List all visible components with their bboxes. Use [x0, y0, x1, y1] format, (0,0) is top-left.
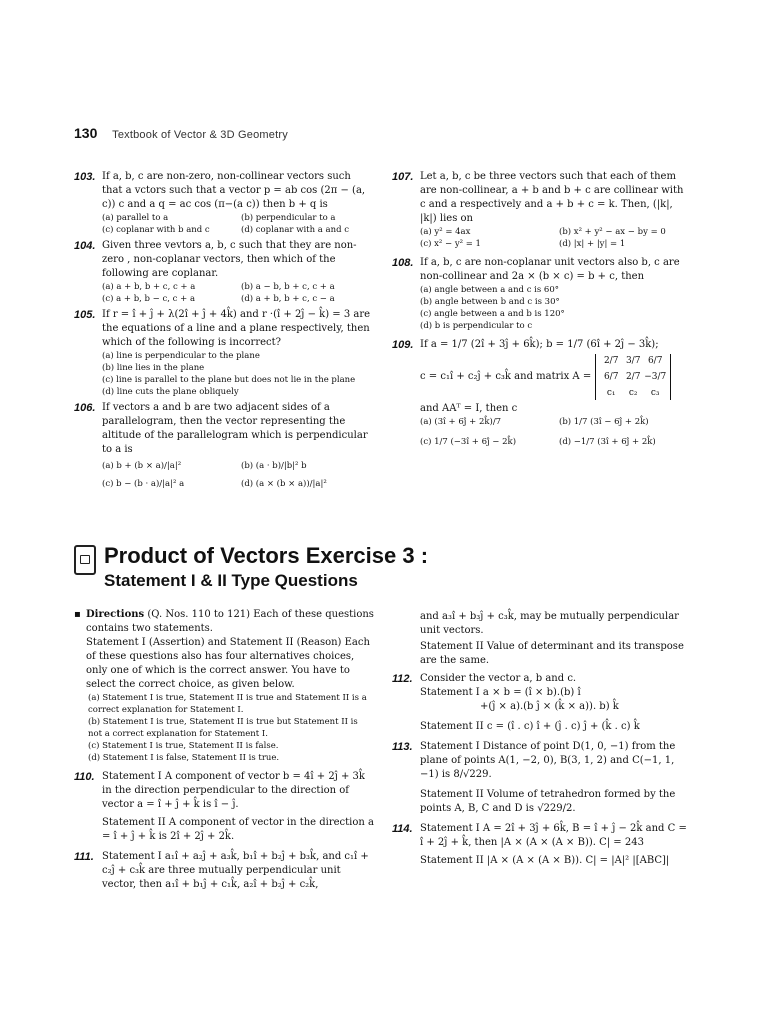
question-number: 112.: [392, 673, 413, 685]
option: (b) perpendicular to a: [241, 213, 336, 223]
option: (d) |x| + |y| = 1: [559, 239, 626, 249]
option: (c) angle between a and b is 120°: [420, 309, 565, 319]
matrix-cell: c₃: [650, 388, 660, 398]
option: (c) a + b, b − c, c + a: [102, 294, 196, 304]
question-number: 106.: [74, 402, 96, 414]
statement-2: Statement II Volume of tetrahedron formed by the points A, B, C and D is √229/2.: [420, 789, 676, 814]
matrix-cell: 6/7: [647, 356, 663, 366]
option: (b) a − b, b + c, c + a: [241, 282, 335, 292]
book-title: Textbook of Vector & 3D Geometry: [112, 129, 288, 141]
question-number: 108.: [392, 257, 414, 269]
option: (a) (3î + 6ĵ + 2k̂)/7: [420, 417, 502, 427]
question-number: 107.: [392, 171, 414, 183]
statement-2: Statement II Value of determinant and its transpose are the same.: [420, 641, 684, 666]
question-text: If a, b, c are non-coplanar unit vectors also b, c are non-collinear and 2a × (b × c) = b + c, then: [420, 257, 680, 282]
matrix-row: [420, 354, 692, 400]
statement-1: Statement I A = 2î + 3ĵ + 6k̂, B = î + ĵ − 2k̂ and C = î + 2ĵ + k̂, then |A × (A × (A × B)). C| = 243: [420, 823, 687, 848]
question-text: and AAᵀ = I, then c: [420, 403, 518, 414]
question-text: If a, b, c are non-zero, non-collinear vectors such that a vctors such that a vector p = ab cos (2π − (a, c)) c and a q = ac cos (π−(a c)) then b + q is: [102, 171, 366, 210]
question-112: [392, 672, 692, 734]
statement-1-continued: +(ĵ × a).(b ĵ × (k̂ × a)). b) k̂: [480, 701, 619, 712]
question-number: 113.: [392, 741, 413, 753]
option: (c) coplanar with b and c: [102, 225, 210, 235]
option: (a) angle between a and c is 60°: [420, 285, 560, 295]
option: (d) −1/7 (3î + 6ĵ + 2k̂): [559, 437, 656, 447]
question-103: [74, 170, 374, 236]
matrix-cell: 6/7: [603, 372, 619, 382]
question-number: 103.: [74, 171, 96, 183]
page-number: 130: [74, 125, 98, 141]
left-top-column: [74, 170, 374, 493]
matrix-cell: 3/7: [625, 356, 641, 366]
option: (a) line is perpendicular to the plane: [102, 351, 260, 361]
option: (a) b + (b × a)/|a|²: [102, 461, 182, 471]
matrix-cell: 2/7: [625, 372, 641, 382]
directions-text-2: Statement I (Assertion) and Statement II (Reason) Each of these questions also has four alternatives choices, only one of which is the correct answer. You have to select the correct choice, as given below.: [86, 637, 370, 690]
option: (d) a + b, b + c, c − a: [241, 294, 335, 304]
options: [102, 212, 374, 236]
option: (d) b is perpendicular to c: [420, 321, 533, 331]
statement-1: Statement I Distance of point D(1, 0, −1) from the plane of points A(1, −2, 0), B(3, 1, 2) and C(−1, 1, −1) is 8/√229.: [420, 741, 676, 780]
choice: (a) Statement I is true, Statement II is true and Statement II is a correct explanation for Statement I.: [88, 693, 367, 715]
question-107: [392, 170, 692, 250]
question-113: [392, 740, 692, 816]
directions-text: (Q. Nos. 110 to 121) Each of these questions contains two statements.: [86, 609, 374, 634]
option: (b) 1/7 (3î − 6ĵ + 2k̂): [559, 417, 649, 427]
option: (c) line is parallel to the plane but does not lie in the plane: [102, 375, 356, 385]
option: (a) a + b, b + c, c + a: [102, 282, 196, 292]
question-text: Let a, b, c be three vectors such that each of them are non-collinear, a + b and b + c are collinear with c and a respectively and a + b + c = k. Then, (|k|, |k|) lies on: [420, 171, 684, 224]
options: [102, 281, 374, 305]
statement-1: Statement I a × b = (î × b).(b) î: [420, 687, 581, 698]
directions-label: Directions: [86, 609, 145, 620]
question-106: [74, 401, 374, 490]
question-108: [392, 256, 692, 332]
question-number: 111.: [74, 851, 94, 863]
question-114: [392, 822, 692, 868]
question-number: 114.: [392, 823, 413, 835]
bullet-icon: ▪: [74, 609, 81, 620]
choice: (c) Statement I is true, Statement II is false.: [88, 741, 279, 751]
option: (a) y² = 4ax: [420, 227, 471, 237]
question-number: 104.: [74, 240, 96, 252]
left-bottom-column: [74, 608, 374, 895]
question-number: 105.: [74, 309, 96, 321]
right-bottom-column: [392, 610, 692, 871]
directions: [74, 608, 374, 764]
statement-2: Statement II A component of vector in the direction a = î + ĵ + k̂ is 2î + 2ĵ + 2k̂.: [102, 817, 374, 842]
options: [420, 416, 692, 448]
page-header: [74, 126, 288, 143]
option: (a) parallel to a: [102, 213, 169, 223]
statement-1: Statement I a₁î + a₂ĵ + a₃k̂, b₁î + b₂ĵ + b₃k̂, and c₁î + c₂ĵ + c₃k̂ are three mutually perpendicular unit vector, then a₁î + b₁ĵ + c₁k̂, a₂î + b₂ĵ + c₂k̂,: [102, 851, 369, 890]
question-number: 110.: [74, 771, 95, 783]
choice: (b) Statement I is true, Statement II is true but Statement II is not a correct explanation for Statement I.: [88, 717, 358, 739]
question-text: If r = î + ĵ + λ(2î + ĵ + 4k̂) and r ·(î + 2ĵ − k̂) = 3 are the equations of a line and a plane respectively, then which of the following is incorrect?: [102, 309, 371, 348]
option: (b) angle between b and c is 30°: [420, 297, 560, 307]
section-heading: [74, 543, 428, 593]
question-109: [392, 338, 692, 448]
option: (c) 1/7 (−3î + 6ĵ − 2k̂): [420, 437, 517, 447]
question-104: [74, 239, 374, 305]
right-top-column: [392, 170, 692, 451]
question-number: 109.: [392, 339, 414, 351]
question-text: If a = 1/7 (2î + 3ĵ + 6k̂); b = 1/7 (6î + 2ĵ − 3k̂);: [420, 339, 659, 350]
question-text: Given three vevtors a, b, c such that they are non-zero , non-coplanar vectors, then which of the following are coplanar.: [102, 240, 357, 279]
section-title: Product of Vectors Exercise 3 :: [104, 543, 429, 568]
option: (d) (a × (b × a))/|a|²: [241, 479, 327, 489]
option: (d) line cuts the plane obliquely: [102, 387, 239, 397]
matrix-a: [595, 354, 671, 400]
question-text: If vectors a and b are two adjacent sides of a parallelogram, then the vector representing the altitude of the parallelogram which is perpendicular to a is: [102, 402, 368, 455]
option: (d) coplanar with a and c: [241, 225, 349, 235]
option: (b) x² + y² − ax − by = 0: [559, 227, 666, 237]
question-text: and a₃î + b₃ĵ + c₃k̂, may be mutually perpendicular unit vectors.: [420, 611, 679, 636]
options: [102, 460, 374, 490]
option: (c) x² − y² = 1: [420, 239, 481, 249]
question-text: Consider the vector a, b and c.: [420, 673, 577, 684]
section-subtitle: Statement I & II Type Questions: [104, 571, 358, 590]
option: (b) line lies in the plane: [102, 363, 205, 373]
matrix-cell: −3/7: [644, 372, 667, 382]
question-111-continued: [392, 610, 692, 668]
choice: (d) Statement I is false, Statement II is true.: [88, 753, 280, 763]
matrix-cell: c₂: [628, 388, 638, 398]
matrix-cell: 2/7: [603, 356, 619, 366]
option: (b) (a · b)/|b|² b: [241, 461, 307, 471]
question-105: [74, 308, 374, 398]
options: [420, 226, 692, 250]
option: (c) b − (b · a)/|a|² a: [102, 479, 185, 489]
exercise-icon: [74, 545, 96, 575]
question-111: [74, 850, 374, 892]
matrix-label: c = c₁î + c₂ĵ + c₃k̂ and matrix A =: [420, 371, 592, 382]
statement-1: Statement I A component of vector b = 4î + 2ĵ + 3k̂ in the direction perpendicular to the direction of vector a = î + ĵ + k̂ is î − ĵ.: [102, 771, 365, 810]
matrix-cell: c₁: [606, 388, 616, 398]
statement-2: Statement II |A × (A × (A × B)). C| = |A|² |[ABC]|: [420, 855, 670, 866]
question-110: [74, 770, 374, 844]
statement-2: Statement II c = (î . c) î + (ĵ . c) ĵ + (k̂ . c) k̂: [420, 721, 640, 732]
